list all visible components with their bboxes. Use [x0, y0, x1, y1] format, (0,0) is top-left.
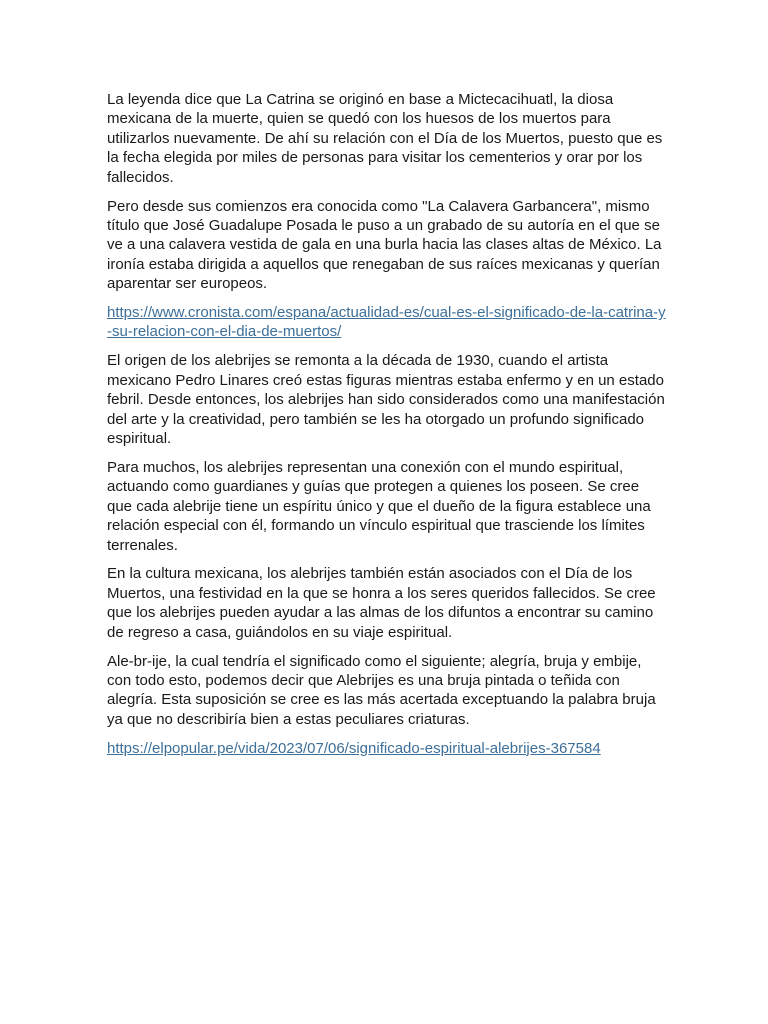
paragraph-alebrijes-origin: El origen de los alebrijes se remonta a la década de 1930, cuando el artista mexicano Pedro Linares creó estas figuras mientras estaba enfermo y en un estado febril. Desde entonces, los alebrijes han sido considerados como una manifestación del arte y la creatividad, pero también se les ha otorgado un profundo significado espiritual.	[107, 352, 665, 447]
document-page	[107, 90, 667, 768]
paragraph-alebrijes-dia-de-muertos: En la cultura mexicana, los alebrijes también están asociados con el Día de los Muertos, una festividad en la que se honra a los seres queridos fallecidos. Se cree que los alebrijes pueden ayudar a las almas de los difuntos a encontrar su camino de regreso a casa, guiándolos en su viaje espiritual.	[107, 565, 656, 641]
cronista-source-link[interactable]: https://www.cronista.com/espana/actualidad-es/cual-es-el-significado-de-la-catrina-y-su-relacion-con-el-dia-de-muertos/	[107, 304, 666, 341]
paragraph-alebrijes-etymology: Ale-br-ije, la cual tendría el significado como el siguiente; alegría, bruja y embije, con todo esto, podemos decir que Alebrijes es una bruja pintada o teñida con alegría. Esta suposición se cree es las más acertada exceptuando la palabra bruja ya que no describiría bien a estas peculiares criaturas.	[107, 652, 656, 728]
source-link-paragraph	[107, 739, 667, 758]
elpopular-source-link[interactable]: https://elpopular.pe/vida/2023/07/06/significado-espiritual-alebrijes-367584	[107, 739, 601, 757]
paragraph-alebrijes-spiritual: Para muchos, los alebrijes representan una conexión con el mundo espiritual, actuando como guardianes y guías que protegen a quienes los poseen. Se cree que cada alebrije tiene un espíritu único y que el dueño de la figura establece una relación especial con él, formando un vínculo espiritual que trasciende los límites terrenales.	[107, 458, 651, 554]
source-link-paragraph	[107, 303, 667, 342]
paragraph-calavera-garbancera: Pero desde sus comienzos era conocida como "La Calavera Garbancera", mismo título que José Guadalupe Posada le puso a un grabado de su autoría en el que se ve a una calavera vestida de gala en una burla hacia las clases altas de México. La ironía estaba dirigida a aquellos que renegaban de sus raíces mexicanas y querían aparentar ser europeos.	[107, 197, 662, 293]
paragraph-catrina-origin: La leyenda dice que La Catrina se originó en base a Mictecacihuatl, la diosa mexicana de la muerte, quien se quedó con los huesos de los muertos para utilizarlos nuevamente. De ahí su relación con el Día de los Muertos, puesto que es la fecha elegida por miles de personas para visitar los cementerios y orar por los fallecidos.	[107, 91, 663, 186]
